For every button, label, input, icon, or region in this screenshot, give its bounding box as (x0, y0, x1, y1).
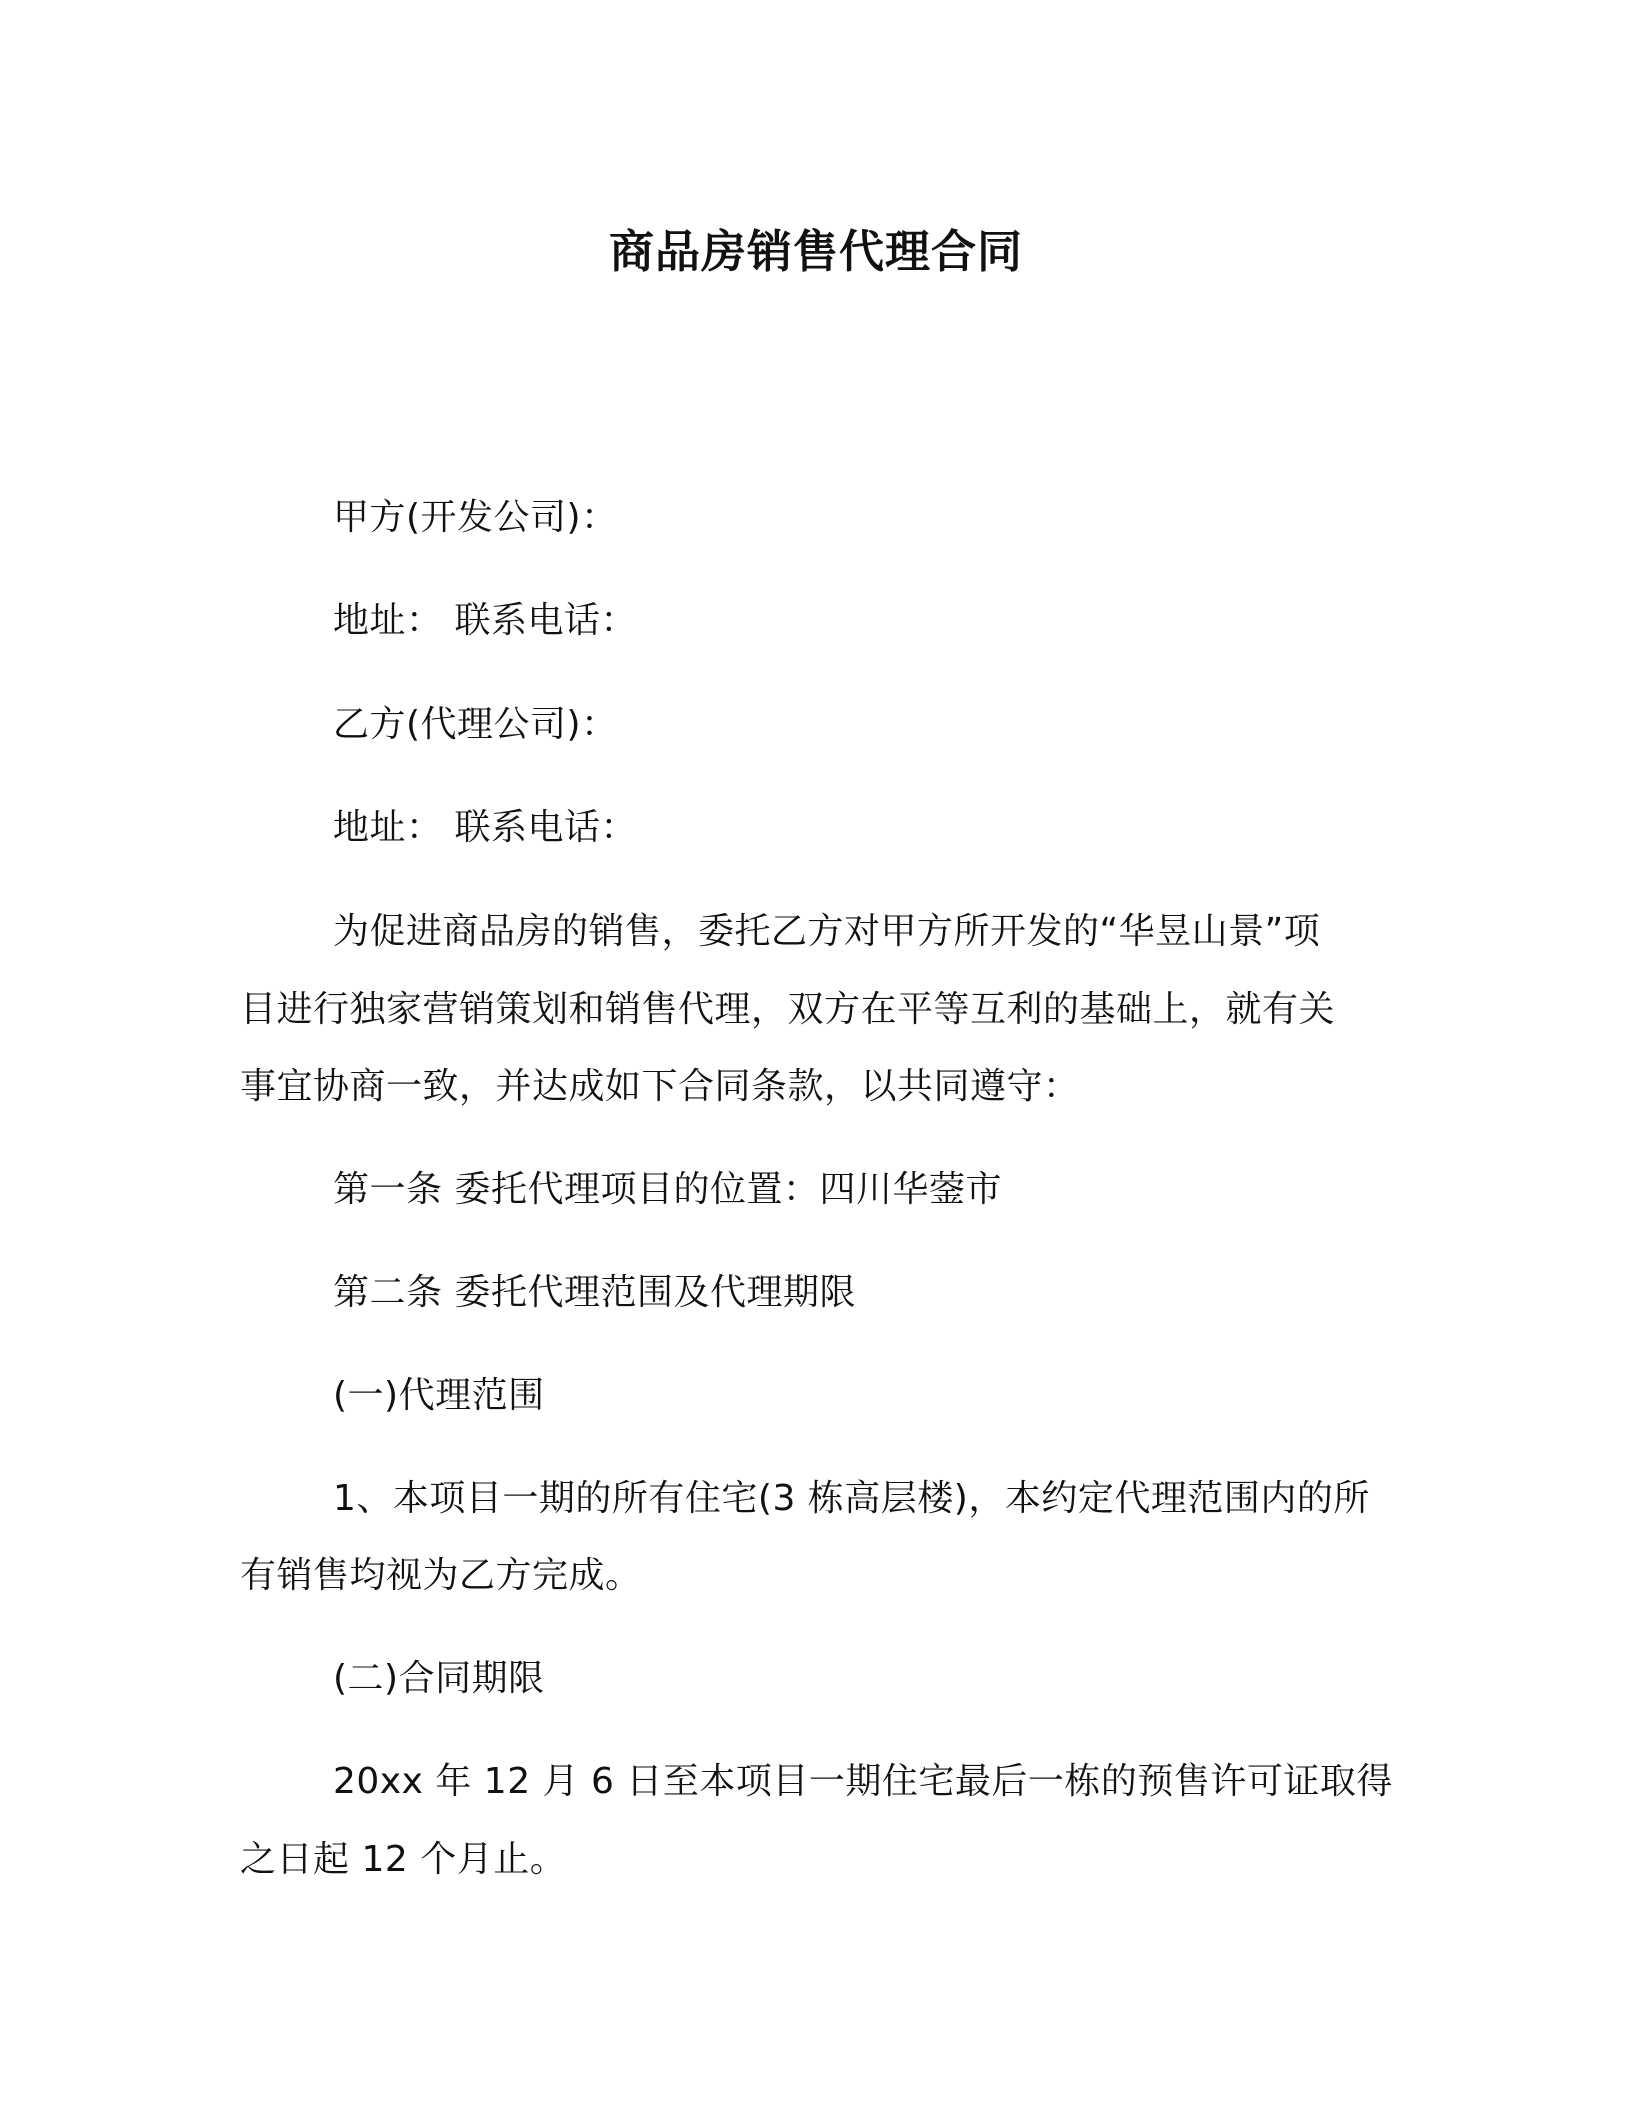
term-text-line-1: 20xx 年 12 月 6 日至本项目一期住宅最后一栋的预售许可证取得 (333, 1761, 1393, 1802)
scope-heading: (一)代理范围 (333, 1375, 545, 1416)
party-b-address-line: 地址： 联系电话： (333, 807, 637, 848)
term-text-line-2: 之日起 12 个月止。 (240, 1839, 567, 1880)
article-2: 第二条 委托代理范围及代理期限 (333, 1272, 856, 1313)
scope-item-1-line-1: 1、本项目一期的所有住宅(3 栋高层楼)，本约定代理范围内的所 (333, 1478, 1370, 1519)
document-title: 商品房销售代理合同 (608, 225, 1023, 278)
preamble-line-1: 为促进商品房的销售，委托乙方对甲方所开发的“华昱山景”项 (333, 911, 1321, 952)
article-1: 第一条 委托代理项目的位置：四川华蓥市 (333, 1169, 1002, 1210)
preamble-line-2: 目进行独家营销策划和销售代理，双方在平等互利的基础上，就有关 (240, 989, 1336, 1030)
scope-item-1-line-2: 有销售均视为乙方完成。 (240, 1555, 642, 1596)
preamble-line-3: 事宜协商一致，并达成如下合同条款，以共同遵守： (240, 1066, 1080, 1107)
party-a-line: 甲方(开发公司)： (333, 497, 618, 538)
party-a-address-line: 地址： 联系电话： (333, 600, 637, 641)
term-heading: (二)合同期限 (333, 1658, 545, 1699)
party-b-line: 乙方(代理公司)： (333, 704, 618, 745)
